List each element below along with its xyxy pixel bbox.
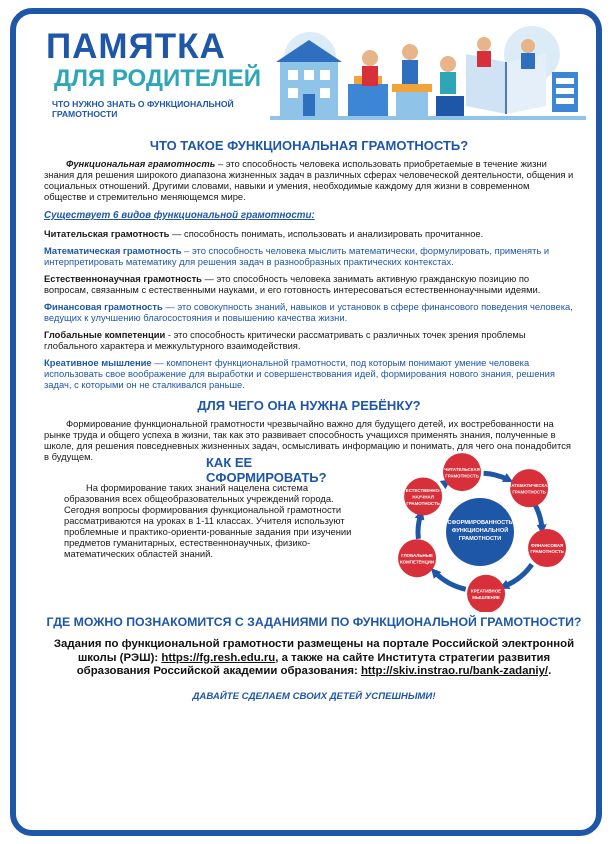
kind-text: - это способность критически рассматривать с различных точек зрения проблемы глобального характера и межкультурного взаимодействия. (44, 329, 526, 351)
cycle-node-label: ГРАМОТНОСТЬ (406, 500, 440, 506)
cycle-node (443, 453, 481, 491)
cycle-node-circle (398, 539, 436, 577)
page-title: ПАМЯТКА (46, 27, 226, 66)
where-paragraph (44, 638, 584, 679)
definition-text: – это способность человека использовать приобретаемые в течение жизни знания для решения широкого диапазона жизненных задач в различных сферах человеческой деятельности, общения и социальных отношений. Другими словами, навыки и умения, необходимые каждому для жизни в современном обществе и стремительно меняющемся мире. (44, 158, 574, 202)
kind-reading (44, 228, 574, 239)
kind-term: Читательская грамотность (44, 228, 170, 239)
cycle-node-label: ГРАМОТНОСТЬ (512, 489, 546, 495)
kind-term: Естественнонаучная грамотность (44, 273, 202, 284)
cycle-node (404, 477, 442, 515)
page-subtitle: ДЛЯ РОДИТЕЛЕЙ (54, 65, 262, 92)
kind-term: Глобальные компетенции (44, 329, 166, 340)
kind-term: Математическая грамотность (44, 245, 182, 256)
cycle-node (398, 539, 436, 577)
cycle-node-label: ГРАМОТНОСТЬ (530, 549, 564, 555)
kind-science (44, 273, 574, 295)
where-text-3: . (548, 665, 552, 677)
kind-global (44, 329, 574, 351)
cycle-node-label: ГРАМОТНОСТЬ (445, 473, 479, 479)
cycle-node-label: ЕСТЕСТВЕННО- (405, 488, 441, 494)
slogan: ДАВАЙТЕ СДЕЛАЕМ СВОИХ ДЕТЕЙ УСПЕШНЫМИ! (192, 690, 436, 702)
kind-creative (44, 357, 574, 390)
cycle-node-label: МЫШЛЕНИЕ (472, 594, 500, 600)
kind-math (44, 245, 574, 267)
section-heading-why: ДЛЯ ЧЕГО ОНА НУЖНА РЕБЁНКУ? (197, 398, 421, 413)
cycle-center-label: СФОРМИРОВАННОСТЬ (447, 520, 513, 526)
section-heading-where: ГДЕ МОЖНО ПОЗНАКОМИТСЯ С ЗАДАНИЯМИ ПО ФУНКЦИОНАЛЬНОЙ ГРАМОТНОСТИ? (46, 615, 582, 629)
cycle-arrow (435, 572, 466, 589)
kind-term: Финансовая грамотность (44, 301, 163, 312)
kind-text: — это совокупность знаний, навыков и установок в сфере финансового поведения человека, ведущих к улучшению благосостояния и повышению качества жизни. (44, 301, 573, 323)
cycle-center-label: ГРАМОТНОСТИ (458, 536, 502, 542)
kind-text: – это способность человека мыслить математически, формулировать, применять и интерпретировать математику для решения задач в разнообразных практических контекстах. (44, 245, 550, 267)
section-heading-how: КАК ЕЕ СФОРМИРОВАТЬ? (206, 455, 327, 485)
cycle-node-label: МАТЕМАТИЧЕСКАЯ (507, 482, 551, 488)
cycle-node (467, 575, 505, 612)
kind-text: — способность понимать, использовать и анализировать прочитанное. (169, 228, 484, 239)
definition-paragraph (44, 158, 574, 202)
cycle-node-label: НАУЧНАЯ (412, 494, 434, 500)
how-paragraph: На формирование таких знаний нацелена система образования всех общеобразовательных учреждений города. Сегодня вопросы формирования функциональной грамотности рассматриваются на уроках в 1-11 классах. Учителя используют проблемные и практико-ориенти-рованные задания при изучении предметов гуманитарных, естественнонаучных, физико-математических областей знаний. (64, 482, 352, 559)
kinds-heading: Существует 6 видов функциональной грамотности: (44, 210, 315, 221)
header-note: ЧТО НУЖНО ЗНАТЬ О ФУНКЦИОНАЛЬНОЙ ГРАМОТНОСТИ (52, 99, 234, 119)
kind-text: — это способность человека занимать активную гражданскую позицию по вопросам, связанным с естественными науками, и его готовность интересоваться естественнонаучными идеями. (44, 273, 541, 295)
resh-link[interactable]: https://fg.resh.edu.ru (161, 651, 276, 664)
cycle-node-label: КРЕАТИВНОЕ (471, 588, 502, 594)
definition-term: Функциональная грамотность (66, 158, 216, 169)
where-text-1: Задания по функциональной грамотности размещены на портале Российской электронной школы (РЭШ): (53, 638, 575, 664)
leaflet-frame (10, 8, 602, 836)
section-heading-what: ЧТО ТАКОЕ ФУНКЦИОНАЛЬНАЯ ГРАМОТНОСТЬ? (149, 138, 469, 153)
cycle-arrow (505, 564, 532, 586)
cycle-node-circle (510, 469, 548, 507)
instrao-link[interactable]: http://skiv.instrao.ru/bank-zadaniy/ (360, 665, 549, 677)
literacy-cycle-diagram (362, 447, 592, 612)
where-text-2: , а также на сайте Института стратегии развития образования Российской академии образования: (76, 651, 551, 677)
kind-term: Креативное мышление (44, 357, 152, 368)
kind-text: — компонент функциональной грамотности, под которым понимают умение человека использовать свое воображение для выработки и совершенствования идей, формирования нового знания, решения задач, с которыми он не сталкивался раньше. (44, 357, 555, 390)
cycle-node-label: ГЛОБАЛЬНЫЕ (401, 553, 433, 559)
cycle-node (508, 469, 551, 507)
cycle-node-label: КОМПЕТЕНЦИИ (399, 559, 435, 565)
where-section (44, 614, 584, 702)
cycle-node-circle (528, 529, 566, 567)
main-content (44, 138, 574, 462)
header (16, 14, 596, 134)
cycle-center-label: ФУНКЦИОНАЛЬНОЙ (451, 528, 509, 534)
why-paragraph: Формирование функциональной грамотности чрезвычайно важно для будущего детей, их востребованности на рынке труда и общего успеха в жизни, так как это развивает способность учащихся применять знания, полученные в школе, для решения повседневных жизненных задач, осмысливать информацию и понимать, для чего она понадобится в будущем. (44, 418, 571, 462)
cycle-node (528, 529, 566, 567)
cycle-node-label: ЧИТАТЕЛЬСКАЯ (444, 466, 480, 472)
cycle-node-label: ФИНАНСОВАЯ (530, 542, 564, 548)
cycle-node-circle (443, 453, 481, 491)
kind-finance (44, 301, 574, 323)
header-illustration (270, 24, 586, 128)
